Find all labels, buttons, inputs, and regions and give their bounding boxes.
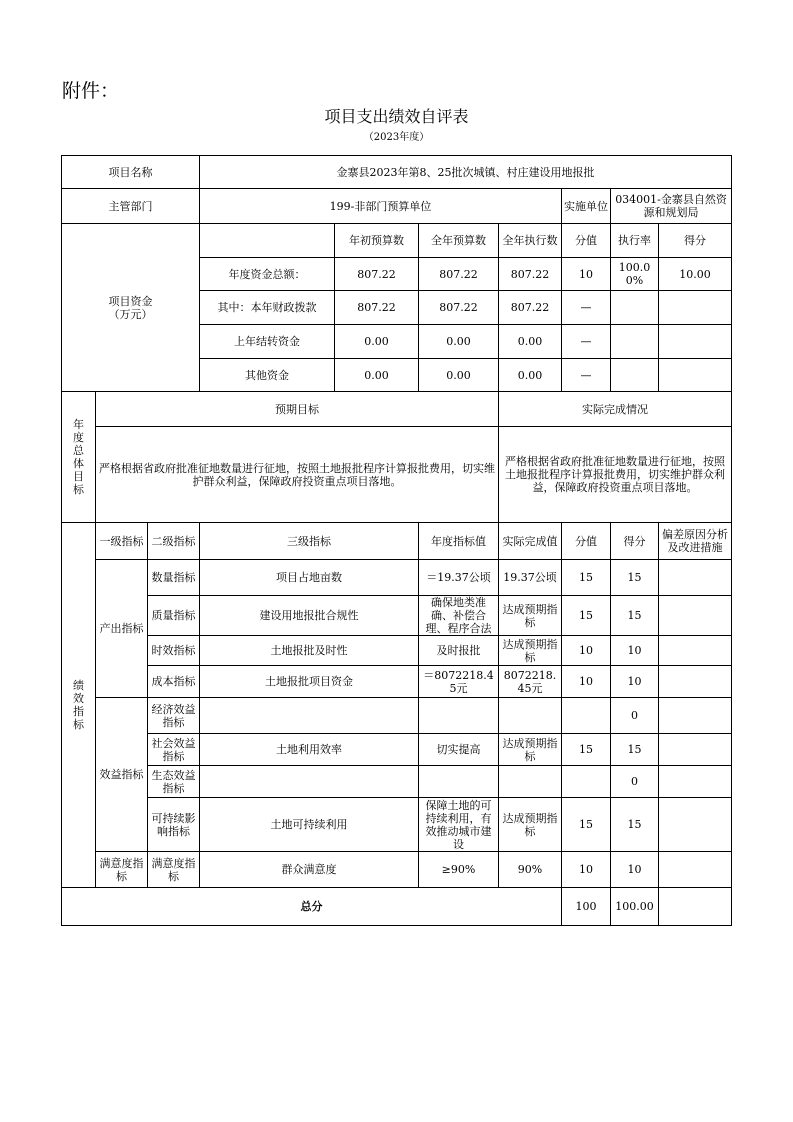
goals-expected-text: 严格根据省政府批准征地数量进行征地，按照土地报批程序计算报批费用，切实维护群众利益，保障政府投资重点项目落地。 bbox=[96, 427, 499, 523]
note-cell bbox=[659, 734, 732, 766]
level1-benefit: 效益指标 bbox=[96, 698, 148, 852]
ind-header-actual: 实际完成值 bbox=[499, 523, 562, 560]
note-cell bbox=[659, 798, 732, 852]
note-cell bbox=[659, 666, 732, 698]
note-cell bbox=[659, 560, 732, 596]
funds-cell: — bbox=[562, 325, 611, 359]
target-cell: ≥90% bbox=[419, 852, 499, 888]
funds-row-label: 年度资金总额： bbox=[200, 258, 335, 291]
funds-row-label: 其中：本年财政拨款 bbox=[200, 291, 335, 325]
score-cell: 0 bbox=[611, 698, 659, 734]
level2-cell: 成本指标 bbox=[148, 666, 200, 698]
total-score-value: 100 bbox=[562, 888, 611, 926]
funds-cell: 10 bbox=[562, 258, 611, 291]
level3-cell: 建设用地报批合规性 bbox=[200, 596, 419, 636]
funds-cell: 0.00 bbox=[419, 325, 499, 359]
funds-cell: 0.00 bbox=[335, 325, 419, 359]
level3-cell bbox=[200, 766, 419, 798]
funds-cell: — bbox=[562, 359, 611, 392]
actual-cell: 19.37公顷 bbox=[499, 560, 562, 596]
funds-cell: 807.22 bbox=[419, 291, 499, 325]
funds-label bbox=[62, 224, 200, 392]
level1-output: 产出指标 bbox=[96, 560, 148, 698]
score-cell: 10 bbox=[611, 666, 659, 698]
total-score: 100.00 bbox=[611, 888, 659, 926]
score-value-cell: 15 bbox=[562, 560, 611, 596]
funds-header-initial: 年初预算数 bbox=[335, 224, 419, 258]
actual-cell: 达成预期指标 bbox=[499, 798, 562, 852]
target-cell bbox=[419, 766, 499, 798]
funds-header-score: 得分 bbox=[659, 224, 732, 258]
funds-cell bbox=[659, 359, 732, 392]
score-value-cell: 15 bbox=[562, 596, 611, 636]
target-cell: 及时报批 bbox=[419, 636, 499, 666]
funds-row-label: 其他资金 bbox=[200, 359, 335, 392]
funds-cell: 807.22 bbox=[419, 258, 499, 291]
dept-value: 199-非部门预算单位 bbox=[200, 189, 562, 224]
level2-cell: 时效指标 bbox=[148, 636, 200, 666]
level3-cell: 土地报批项目资金 bbox=[200, 666, 419, 698]
indicators-section-text: 绩效指标 bbox=[73, 679, 84, 731]
level3-cell: 土地报批及时性 bbox=[200, 636, 419, 666]
ind-header-target: 年度指标值 bbox=[419, 523, 499, 560]
funds-cell: — bbox=[562, 291, 611, 325]
funds-cell bbox=[659, 325, 732, 359]
level3-cell: 土地利用效率 bbox=[200, 734, 419, 766]
ind-header-level1: 一级指标 bbox=[96, 523, 148, 560]
level1-satisfaction: 满意度指标 bbox=[96, 852, 148, 888]
funds-cell bbox=[659, 291, 732, 325]
actual-cell bbox=[499, 698, 562, 734]
level3-cell: 群众满意度 bbox=[200, 852, 419, 888]
funds-row-label: 上年结转资金 bbox=[200, 325, 335, 359]
ind-header-level3: 三级指标 bbox=[200, 523, 419, 560]
level2-cell: 社会效益指标 bbox=[148, 734, 200, 766]
score-value-cell: 10 bbox=[562, 852, 611, 888]
funds-cell: 807.22 bbox=[335, 258, 419, 291]
impl-value: 034001-金寨县自然资源和规划局 bbox=[611, 189, 732, 224]
impl-label: 实施单位 bbox=[562, 189, 611, 224]
funds-cell bbox=[611, 291, 659, 325]
target-cell: 切实提高 bbox=[419, 734, 499, 766]
funds-cell: 0.00 bbox=[499, 359, 562, 392]
goals-actual-text: 严格根据省政府批准征地数量进行征地，按照土地报批程序计算报批费用，切实维护群众利益，保障政府投资重点项目落地。 bbox=[499, 427, 732, 523]
note-cell bbox=[659, 766, 732, 798]
score-cell: 10 bbox=[611, 852, 659, 888]
score-cell: 15 bbox=[611, 798, 659, 852]
note-cell bbox=[659, 596, 732, 636]
score-cell: 0 bbox=[611, 766, 659, 798]
total-note bbox=[659, 888, 732, 926]
ind-header-note: 偏差原因分析及改进措施 bbox=[659, 523, 732, 560]
score-cell: 15 bbox=[611, 560, 659, 596]
target-cell: ＝8072218.45元 bbox=[419, 666, 499, 698]
year-subtitle: （2023年度） bbox=[363, 132, 430, 143]
attachment-label: 附件： bbox=[62, 80, 120, 102]
dept-label: 主管部门 bbox=[62, 189, 200, 224]
level2-cell: 数量指标 bbox=[148, 560, 200, 596]
score-value-cell: 10 bbox=[562, 636, 611, 666]
actual-cell: 达成预期指标 bbox=[499, 596, 562, 636]
score-cell: 15 bbox=[611, 596, 659, 636]
note-cell bbox=[659, 636, 732, 666]
funds-header-annual: 全年预算数 bbox=[419, 224, 499, 258]
target-cell: 确保地类准确、补偿合理、程序合法 bbox=[419, 596, 499, 636]
actual-cell bbox=[499, 766, 562, 798]
funds-cell: 0.00 bbox=[335, 359, 419, 392]
score-value-cell bbox=[562, 766, 611, 798]
self-evaluation-table bbox=[61, 155, 732, 926]
funds-cell: 807.22 bbox=[335, 291, 419, 325]
score-cell: 10 bbox=[611, 636, 659, 666]
funds-label-line2: （万元） bbox=[108, 307, 153, 321]
level3-cell: 土地可持续利用 bbox=[200, 798, 419, 852]
note-cell bbox=[659, 852, 732, 888]
ind-header-score: 得分 bbox=[611, 523, 659, 560]
funds-cell: 0.00 bbox=[499, 325, 562, 359]
target-cell bbox=[419, 698, 499, 734]
funds-cell: 0.00 bbox=[419, 359, 499, 392]
score-cell: 15 bbox=[611, 734, 659, 766]
funds-header-rate: 执行率 bbox=[611, 224, 659, 258]
project-name-label: 项目名称 bbox=[62, 156, 200, 189]
goals-expected-header: 预期目标 bbox=[96, 392, 499, 427]
funds-cell bbox=[611, 359, 659, 392]
project-name: 金寨县2023年第8、25批次城镇、村庄建设用地报批 bbox=[200, 156, 732, 189]
level2-cell: 经济效益指标 bbox=[148, 698, 200, 734]
funds-cell bbox=[611, 325, 659, 359]
level3-cell: 项目占地亩数 bbox=[200, 560, 419, 596]
score-value-cell: 15 bbox=[562, 798, 611, 852]
target-cell: 保障土地的可持续利用，有效推动城市建设 bbox=[419, 798, 499, 852]
funds-header-executed: 全年执行数 bbox=[499, 224, 562, 258]
funds-cell: 100.00% bbox=[611, 258, 659, 291]
actual-cell: 达成预期指标 bbox=[499, 636, 562, 666]
funds-cell: 10.00 bbox=[659, 258, 732, 291]
note-cell bbox=[659, 698, 732, 734]
ind-header-level2: 二级指标 bbox=[148, 523, 200, 560]
actual-cell: 达成预期指标 bbox=[499, 734, 562, 766]
funds-label-line1: 项目资金 bbox=[108, 294, 153, 308]
goals-section-text: 年度总体目标 bbox=[73, 418, 84, 496]
level2-cell: 可持续影响指标 bbox=[148, 798, 200, 852]
funds-header-score-value: 分值 bbox=[562, 224, 611, 258]
score-value-cell: 10 bbox=[562, 666, 611, 698]
level2-cell: 满意度指标 bbox=[148, 852, 200, 888]
actual-cell: 8072218.45元 bbox=[499, 666, 562, 698]
goals-section-label bbox=[62, 392, 96, 523]
level3-cell bbox=[200, 698, 419, 734]
funds-cell: 807.22 bbox=[499, 291, 562, 325]
score-value-cell bbox=[562, 698, 611, 734]
funds-cell: 807.22 bbox=[499, 258, 562, 291]
total-label: 总分 bbox=[62, 888, 562, 926]
page-title: 项目支出绩效自评表 bbox=[324, 107, 469, 126]
level2-cell: 生态效益指标 bbox=[148, 766, 200, 798]
target-cell: ＝19.37公顷 bbox=[419, 560, 499, 596]
level2-cell: 质量指标 bbox=[148, 596, 200, 636]
goals-actual-header: 实际完成情况 bbox=[499, 392, 732, 427]
funds-header-blank bbox=[200, 224, 335, 258]
ind-header-score-value: 分值 bbox=[562, 523, 611, 560]
actual-cell: 90% bbox=[499, 852, 562, 888]
score-value-cell: 15 bbox=[562, 734, 611, 766]
indicators-section-label bbox=[62, 523, 96, 888]
